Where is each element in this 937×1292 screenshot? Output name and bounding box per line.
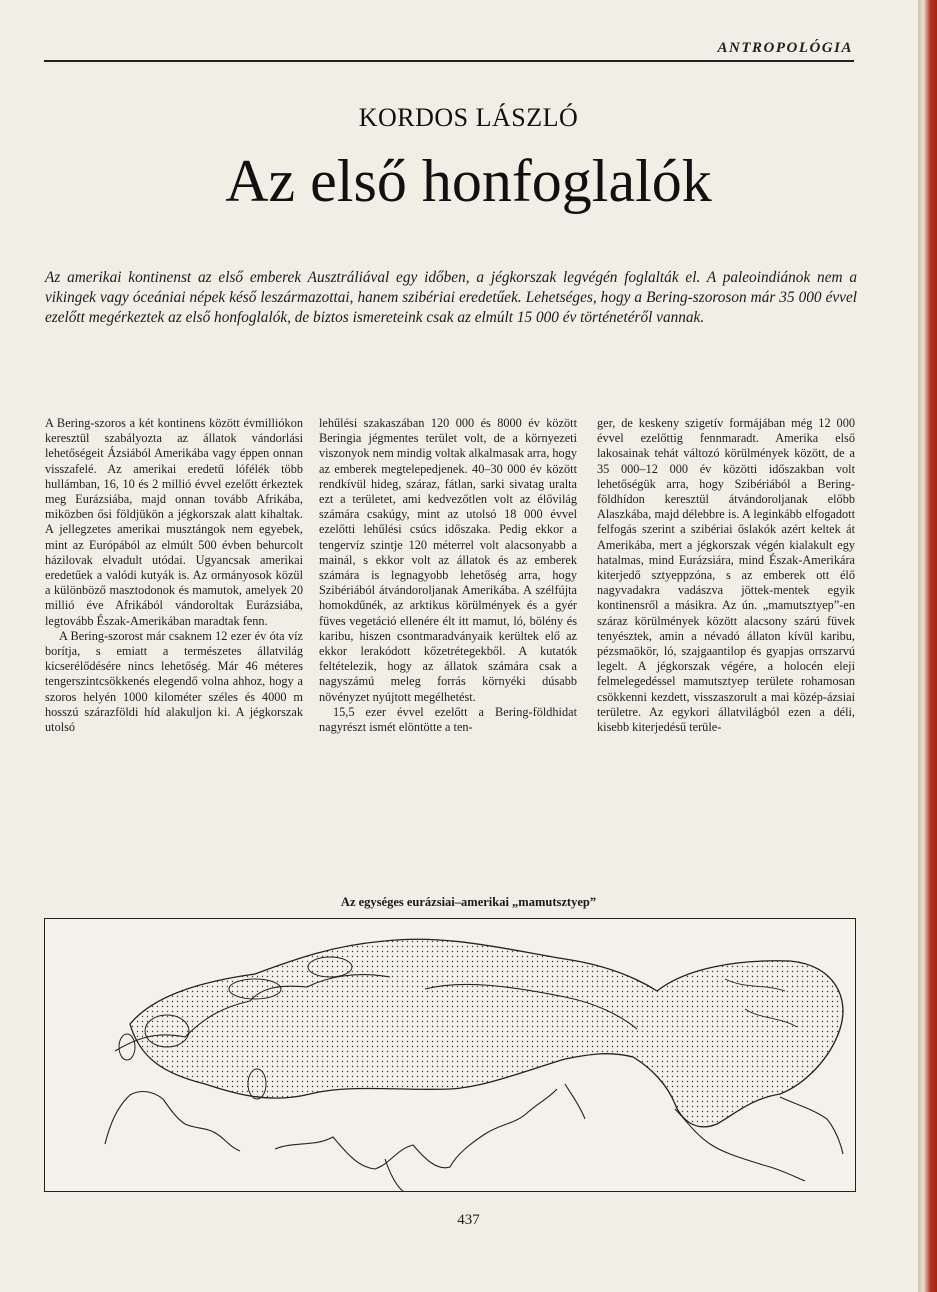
body-column-3 (597, 416, 855, 735)
figure-caption: Az egységes eurázsiai–amerikai „mamutsztyep” (340, 895, 597, 909)
body-column-2 (319, 416, 577, 735)
article-lead: Az amerikai kontinenst az első emberek Ausztráliával egy időben, a jégkorszak legvégén foglalták el. A paleoindiánok nem a vikingek vagy óceániai népek késő leszármazottai, hanem szibériai eredetűek. Lehetséges, hogy a Bering-szoroson már 35 000 évvel ezelőtt megérkeztek az első honfoglalók, de biztos ismereteink csak az elmúlt 15 000 év történetéről vannak. (45, 269, 857, 326)
paragraph: ger, de keskeny szigetív formájában még 12 000 évvel ezelőttig fennmaradt. Amerika első lakosainak tehát változó körülmények között, de a 35 000–12 000 év közötti időszakban volt lehetőségük arra, hogy Szibériából a Bering-földhídon keresztül átvándoroljanak előbb Alaszkába, majd délebbre is. A leginkább elfogadott felfogás szerint a szibériai őslakók azért keltek át Amerikába, mert a jégkorszak végén kialakult egy hatalmas, mind Eurázsiára, mind Észak-Amerikára kiterjedő sztyeppzóna, s az emberek ott élő nagyvadakra vadászva jöttek-mentek egyik kontinensről a másikra. Az ún. „mamutsztyep”-en száraz körülmények között alacsony szárú füvek tenyésztek, amin a névadó állaton kívül karibu, pézsmaökör, ló, szajgaantilop és gyapjas orrszarvú legelt. A jégkorszak végére, a holocén eleji felmelegedéssel mamutsztyep területe rohamosan csökkenni kezdett, visszaszorult a mai közép-ázsiai területre. Az egykori állatvilágból ezen a déli, kisebb kiterjedésű terüle- (597, 416, 855, 735)
steppe-zone (130, 939, 843, 1127)
paragraph: 15,5 ezer évvel ezelőtt a Bering-földhidat nagyrészt ismét elöntötte a ten- (319, 704, 577, 735)
europe-outline (105, 1092, 240, 1151)
section-header: ANTROPOLÓGIA (717, 40, 853, 56)
header-rule (44, 60, 854, 62)
article-title: Az első honfoglalók (225, 148, 712, 214)
page-number: 437 (457, 1212, 480, 1228)
paragraph: A Bering-szoros a két kontinens között évmilliókon keresztül szabályozta az állatok vándorlási lehetőségeit Ázsiából Amerikába vagy éppen onnan visszafelé. Az amerikai eredetű lófélék több hullámban, 16, 10 és 2 millió évvel ezelőtt érkeztek meg Eurázsiába, majd onnan tovább Afrikába, miközben ősi földjükön a jégkorszak alatt kihaltak. A jellegzetes amerikai musztángok nem egyebek, mint az Európából az elmúlt 500 évben behurcolt házilovak elvadult utódai. Ugyancsak amerikai eredetűek a valódi kutyák is. Az ormányosok közül a különböző masztodonok és mamutok, amelyek 20 millió éve Afrikából vándoroltak Eurázsiába, legtovább Észak-Amerikában maradtak fenn. (45, 416, 303, 628)
paragraph: lehűlési szakaszában 120 000 és 8000 év között Beringia jégmentes terület volt, de a környezeti viszonyok nem mindig voltak alkalmasak arra, hogy az emberek megtelepedjenek. 40–30 000 év között rendkívül hideg, száraz, fátlan, sarki sivatag uralta ezt a területet, ami kedvezőtlen volt az élővilág számára csakúgy, mint az utolsó 18 000 évvel ezelőtti lehűlési csúcs időszaka. Pedig ekkor a tengervíz szintje 120 méterrel volt alacsonyabb a mainál, s ekkor volt az állatok és az emberek számára is legnagyobb lehetőség arra, hogy Szibériából átvándoroljanak Amerikába. A szélfújta homokdűnék, az arktikus körülmények és a gyér füves vegetáció ellenére élt itt mamut, ló, bölény és karibu, hiszen csontmaradványaik kerültek elő az ekkor lerakódott kőzetrétegekből. A kutatók feltételezik, hogy az állatok számára csak a nagyszámú meleg forrás környéki dúsabb növényzet nyújtott megélhetést. (319, 416, 577, 704)
india (385, 1159, 403, 1191)
japan (565, 1084, 585, 1119)
paragraph: A Bering-szorost már csaknem 12 ezer év óta víz borítja, s emiatt a természetes állatvilág kicserélődésére nincs lehetőség. Már 46 méteres tengerszintcsökkenés elegendő volna ahhoz, hogy a szoros helyén 1000 kilométer széles és 4000 m hosszú szárazföldi híd alakuljon ki. A jégkorszak utolsó (45, 628, 303, 735)
article-author: KORDOS LÁSZLÓ (358, 103, 579, 132)
asia-south-coast (275, 1089, 557, 1169)
body-column-1 (45, 416, 303, 735)
mammoth-steppe-map (44, 918, 856, 1192)
map-drawing (45, 919, 855, 1191)
